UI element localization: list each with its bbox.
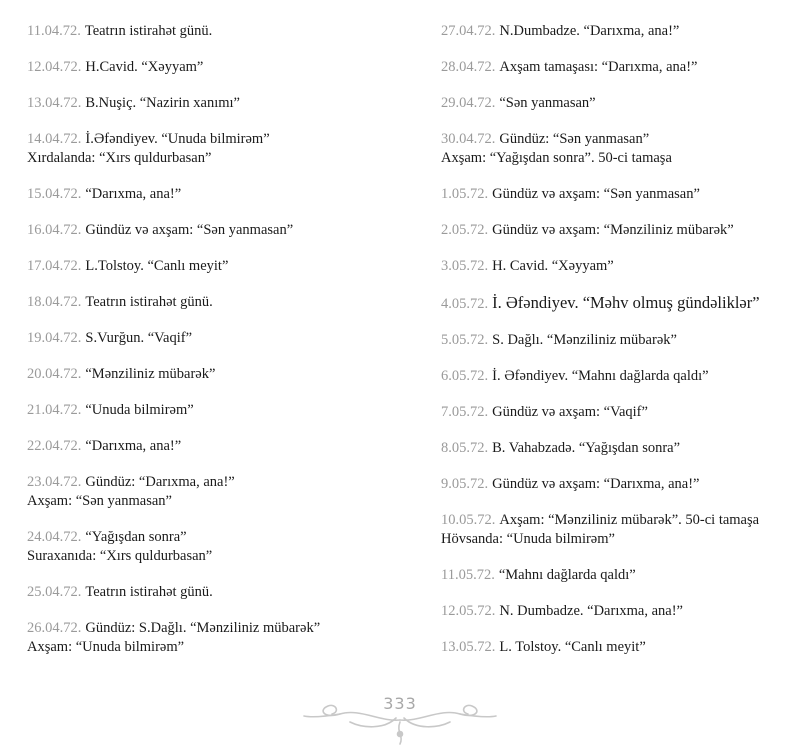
entry-date: 25.04.72.: [27, 584, 82, 600]
schedule-entry: [441, 475, 800, 494]
entry-date: 30.04.72.: [441, 131, 496, 147]
entry-text: Gündüz: S.Dağlı. “Mənziliniz mübarək”: [85, 620, 321, 636]
entry-text: S.Vurğun. “Vaqif”: [85, 330, 193, 346]
schedule-entry: [441, 257, 800, 276]
schedule-entry: [27, 329, 387, 348]
schedule-entry: [27, 401, 387, 420]
schedule-entry: [441, 221, 800, 240]
entry-text: Axşam tamaşası: “Darıxma, ana!”: [499, 59, 698, 75]
schedule-entry: [27, 619, 387, 657]
entry-text: Gündüz: “Sən yanmasan”: [499, 131, 650, 147]
entry-date: 26.04.72.: [27, 620, 82, 636]
page-number: 333: [383, 694, 417, 713]
entry-date: 8.05.72.: [441, 440, 489, 456]
entry-date: 23.04.72.: [27, 474, 82, 490]
entry-date: 22.04.72.: [27, 438, 82, 454]
entry-text: S. Dağlı. “Mənziliniz mübarək”: [492, 332, 677, 348]
schedule-entry: [27, 257, 387, 276]
entry-text: B.Nuşiç. “Nazirin xanımı”: [85, 95, 240, 111]
entry-date: 27.04.72.: [441, 23, 496, 39]
entry-date: 19.04.72.: [27, 330, 82, 346]
entry-date: 14.04.72.: [27, 131, 82, 147]
entry-date: 1.05.72.: [441, 186, 489, 202]
schedule-entry: [441, 94, 800, 113]
page-footer: [0, 688, 800, 748]
entry-text: N. Dumbadze. “Darıxma, ana!”: [499, 603, 683, 619]
entry-date: 10.05.72.: [441, 512, 496, 528]
entry-text: Teatrın istirahət günü.: [85, 294, 213, 310]
entry-date: 7.05.72.: [441, 404, 489, 420]
schedule-entry: [27, 58, 387, 77]
schedule-entry: [441, 439, 800, 458]
schedule-entry: [441, 331, 800, 350]
entry-text: L.Tolstoy. “Canlı meyit”: [85, 258, 229, 274]
entry-date: 11.05.72.: [441, 567, 495, 583]
entry-date: 21.04.72.: [27, 402, 82, 418]
entry-date: 12.05.72.: [441, 603, 496, 619]
entry-date: 13.04.72.: [27, 95, 82, 111]
schedule-entry: [441, 566, 800, 585]
schedule-entry: [27, 185, 387, 204]
entry-date: 28.04.72.: [441, 59, 496, 75]
entry-text: H. Cavid. “Xəyyam”: [492, 258, 614, 274]
schedule-entry: [27, 437, 387, 456]
entry-text: Teatrın istirahət günü.: [85, 584, 213, 600]
schedule-entry: [441, 403, 800, 422]
entry-extra-line: Suraxanıda: “Xırs quldurbasan”: [27, 548, 213, 564]
schedule-entry: [441, 185, 800, 204]
schedule-entry: [27, 528, 387, 566]
schedule-entry: [441, 602, 800, 621]
entry-extra-line: Hövsanda: “Unuda bilmirəm”: [441, 531, 615, 547]
entry-date: 18.04.72.: [27, 294, 82, 310]
schedule-entry: [441, 130, 800, 168]
entry-extra-line: Axşam: “Sən yanmasan”: [27, 493, 172, 509]
entry-text: “Sən yanmasan”: [499, 95, 596, 111]
schedule-entry: [27, 94, 387, 113]
schedule-entry: [27, 130, 387, 168]
entry-date: 20.04.72.: [27, 366, 82, 382]
entry-text: Axşam: “Mənziliniz mübarək”. 50-ci tamaşa: [499, 512, 760, 528]
schedule-entry: [441, 58, 800, 77]
schedule-entry: [27, 293, 387, 312]
entry-date: 17.04.72.: [27, 258, 82, 274]
schedule-entry: [27, 473, 387, 511]
entry-date: 15.04.72.: [27, 186, 82, 202]
entry-date: 3.05.72.: [441, 258, 489, 274]
entry-text: “Darıxma, ana!”: [85, 438, 182, 454]
entry-text: Gündüz və axşam: “Vaqif”: [492, 404, 648, 420]
schedule-entry: [441, 367, 800, 386]
entry-extra-line: Axşam: “Unuda bilmirəm”: [27, 639, 185, 655]
schedule-entry: [441, 511, 800, 549]
entry-text: İ.Əfəndiyev. “Unuda bilmirəm”: [85, 131, 270, 147]
entry-text: H.Cavid. “Xəyyam”: [85, 59, 204, 75]
entry-date: 2.05.72.: [441, 222, 489, 238]
entry-text: Gündüz və axşam: “Sən yanmasan”: [85, 222, 294, 238]
entry-date: 29.04.72.: [441, 95, 496, 111]
entry-extra-line: Axşam: “Yağışdan sonra”. 50-ci tamaşa: [441, 150, 672, 166]
entry-text: “Unuda bilmirəm”: [85, 402, 194, 418]
entry-text: “Mənziliniz mübarək”: [85, 366, 216, 382]
schedule-entry: [27, 365, 387, 384]
entry-date: 6.05.72.: [441, 368, 489, 384]
entry-text: “Mahnı dağlarda qaldı”: [498, 567, 636, 583]
entry-text: “Darıxma, ana!”: [85, 186, 182, 202]
entry-date: 11.04.72.: [27, 23, 81, 39]
right-column: [441, 22, 800, 657]
entry-extra-line: Xırdalanda: “Xırs quldurbasan”: [27, 150, 212, 166]
entry-text: Teatrın istirahət günü.: [84, 23, 213, 39]
entry-date: 12.04.72.: [27, 59, 82, 75]
entry-text: Gündüz və axşam: “Mənziliniz mübarək”: [492, 222, 734, 238]
schedule-entry: [441, 22, 800, 41]
entry-date: 5.05.72.: [441, 332, 489, 348]
entry-date: 13.05.72.: [441, 639, 496, 655]
entry-date: 24.04.72.: [27, 529, 82, 545]
entry-text: İ. Əfəndiyev. “Məhv olmuş gündəliklər”: [492, 293, 760, 312]
entry-text: N.Dumbadze. “Darıxma, ana!”: [499, 23, 680, 39]
left-column: [27, 22, 387, 657]
entry-text: “Yağışdan sonra”: [85, 529, 187, 545]
schedule-entry: [27, 22, 387, 41]
entry-text: Gündüz və axşam: “Sən yanmasan”: [492, 186, 700, 202]
schedule-entry: [441, 293, 800, 314]
entry-date: 9.05.72.: [441, 476, 489, 492]
entry-text: Gündüz və axşam: “Darıxma, ana!”: [492, 476, 700, 492]
entry-text: Gündüz: “Darıxma, ana!”: [85, 474, 235, 490]
entry-text: İ. Əfəndiyev. “Mahnı dağlarda qaldı”: [492, 368, 709, 384]
schedule-entry: [27, 221, 387, 240]
schedule-entry: [441, 638, 800, 657]
entry-text: L. Tolstoy. “Canlı meyit”: [499, 639, 646, 655]
entry-date: 4.05.72.: [441, 296, 489, 312]
entry-text: B. Vahabzadə. “Yağışdan sonra”: [492, 440, 681, 456]
entry-date: 16.04.72.: [27, 222, 82, 238]
schedule-entry: [27, 583, 387, 602]
